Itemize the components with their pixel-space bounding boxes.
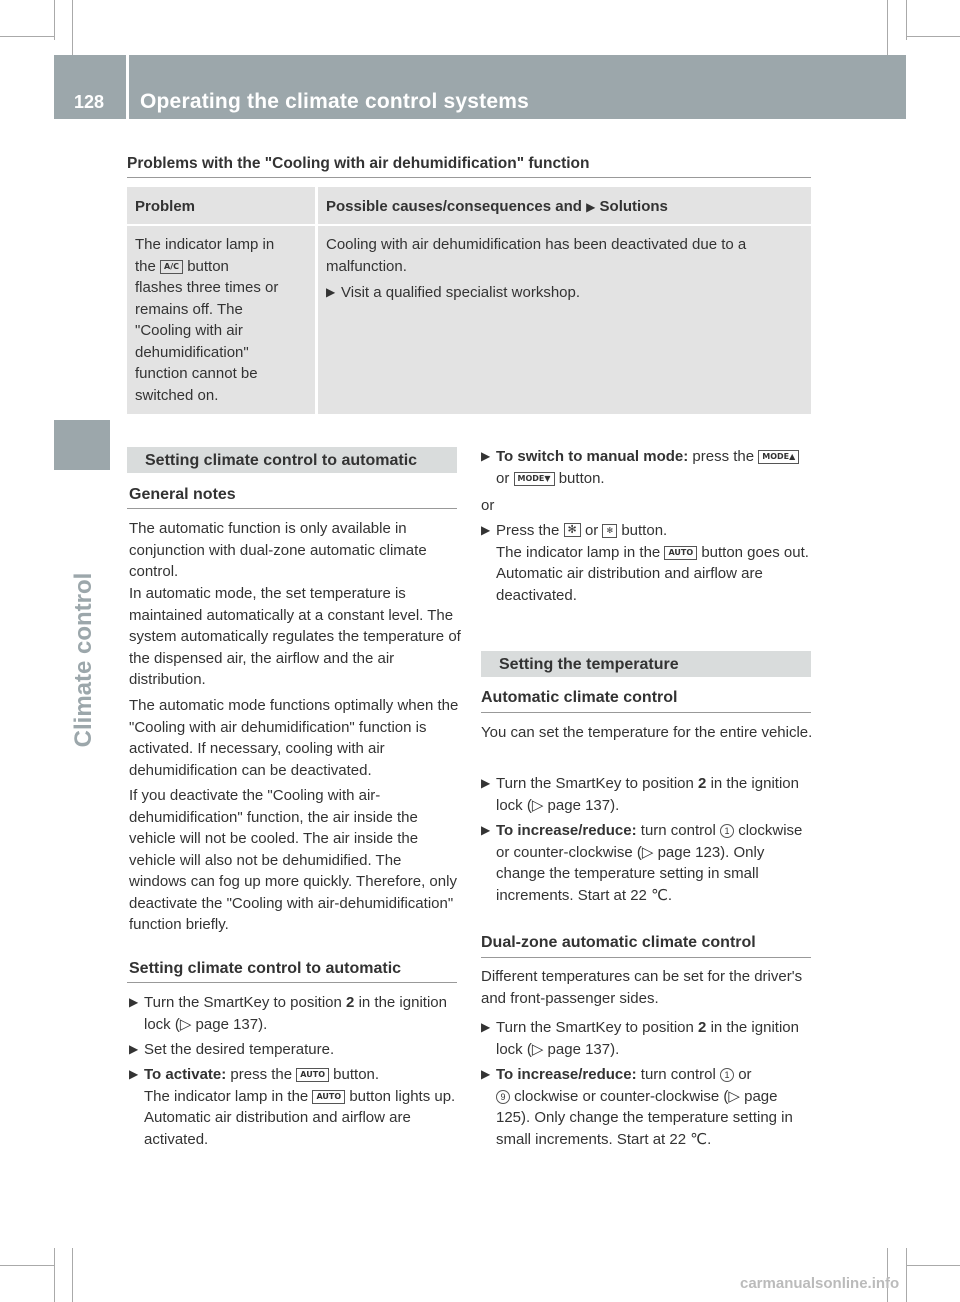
list-item: ▶ To increase/reduce: turn control 1 or 9 clockwise or counter-clockwise (▷ page 125). Only change the temperature setting in small increments. Start at 22 ℃. [481, 1066, 793, 1148]
arrow-icon: ▶ [129, 1042, 139, 1056]
paragraph: If you deactivate the "Cooling with air-dehumidification" function, the air inside the vehicle will not be cooled. The air inside the vehicle will also not be dehumidified. The windows can fog up more quickly. Therefore, only deactivate the "Cooling with air-dehumidification" function briefly. [129, 787, 457, 933]
arrow-icon: ▶ [481, 449, 491, 463]
crop-mark [887, 0, 888, 55]
mode-down-button-icon: MODE▼ [514, 472, 555, 486]
auto-button-icon: AUTO [296, 1068, 329, 1082]
arrow-icon: ▶ [326, 285, 336, 299]
problem-cell: The indicator lamp in the A/C button flashes three times or remains off. The "Cooling with air dehumidification" function cannot be switched on. [127, 226, 315, 414]
page-number: 128 [73, 92, 105, 112]
subsection-title: Automatic climate control [481, 689, 678, 706]
divider [127, 508, 457, 509]
crop-mark [54, 0, 55, 40]
arrow-icon: ▶ [481, 823, 491, 837]
side-tab-marker [54, 420, 110, 470]
divider [481, 957, 811, 958]
page-title: Operating the climate control systems [140, 90, 530, 113]
arrow-icon: ▶ [481, 776, 491, 790]
watermark: carmanualsonline.info [740, 1275, 900, 1292]
list-item: ▶ Turn the SmartKey to position 2 in the ignition lock (▷ page 137). [129, 994, 447, 1033]
paragraph: Different temperatures can be set for the driver's and front-passenger sides. [481, 968, 803, 1007]
problems-table [127, 187, 811, 414]
divider [481, 712, 811, 713]
page-ref-icon: ▷ [641, 843, 658, 861]
list-item: ▶ Set the desired temperature. [129, 1039, 463, 1061]
arrow-icon: ▶ [481, 523, 491, 537]
arrow-icon: ▶ [481, 1067, 491, 1081]
ac-button-icon: A/C [160, 260, 183, 274]
crop-mark [906, 0, 907, 40]
crop-mark [906, 1265, 960, 1266]
solution-cell [315, 226, 811, 414]
arrow-icon: ▶ [129, 995, 139, 1009]
list-item: ▶ To increase/reduce: turn control 1 clockwise or counter-clockwise (▷ page 123). Only change the temperature setting in small increments. Start at 22 ℃. [481, 822, 803, 904]
page-ref-icon: ▷ [531, 1040, 548, 1058]
arrow-icon: ▶ [481, 1020, 491, 1034]
paragraph: The automatic mode functions optimally when the "Cooling with air dehumidification" function is activated. If necessary, cooling with air dehumidification can be deactivated. [129, 697, 459, 779]
solution-step: ▶ Visit a qualified specialist workshop. [326, 282, 803, 304]
paragraph: The automatic function is only available in conjunction with dual-zone automatic climate control. [129, 520, 427, 580]
page-ref-icon: ▷ [728, 1087, 745, 1105]
column-header-problem: Problem [127, 187, 315, 226]
control-ref-icon: 1 [720, 824, 734, 838]
subsection-title: General notes [129, 486, 236, 503]
control-ref-icon: 9 [496, 1090, 510, 1104]
mode-up-button-icon: MODE▲ [758, 450, 799, 464]
header-divider [126, 55, 129, 119]
page-ref-icon: ▷ [179, 1015, 196, 1033]
fan-up-button-icon: ✻ [564, 523, 581, 537]
crop-mark [906, 1248, 907, 1302]
subsection-title: Setting climate control to automatic [129, 960, 402, 977]
crop-mark [0, 36, 54, 37]
cause-text: Cooling with air dehumidification has been deactivated due to a malfunction. [326, 236, 747, 275]
crop-mark [54, 1248, 55, 1302]
auto-button-icon: AUTO [312, 1090, 345, 1104]
list-item: ▶ Press the ✻ or ✻ button. The indicator lamp in the AUTO button goes out. Automatic air distribution and airflow are deactivated. [481, 522, 809, 604]
section-title: Problems with the "Cooling with air dehumidification" function [127, 155, 590, 172]
crop-mark [906, 36, 960, 37]
paragraph: In automatic mode, the set temperature is maintained automatically at a constant level. The system automatically regulates the temperature of the dispensed air, the airflow and the air distribution. [129, 585, 461, 688]
crop-mark [0, 1265, 54, 1266]
crop-mark [72, 1248, 73, 1302]
arrow-icon: ▶ [129, 1067, 139, 1081]
section-box-temperature: Setting the temperature [481, 651, 811, 677]
subsection-title: Dual-zone automatic climate control [481, 934, 756, 951]
or-text: or [481, 497, 495, 514]
control-ref-icon: 1 [720, 1068, 734, 1082]
fan-down-button-icon: ✻ [602, 524, 617, 538]
auto-button-icon: AUTO [664, 546, 697, 560]
column-header-solutions: Possible causes/consequences and ▶ Solutions [315, 187, 811, 226]
list-item: ▶ To switch to manual mode: press the MODE▲ or MODE▼ button. [481, 446, 815, 489]
section-box-automatic: Setting climate control to automatic [127, 447, 457, 473]
list-item: ▶ Turn the SmartKey to position 2 in the ignition lock (▷ page 137). [481, 1019, 799, 1058]
page-ref-icon: ▷ [531, 796, 548, 814]
crop-mark [72, 0, 73, 55]
divider [127, 177, 811, 178]
divider [127, 982, 457, 983]
list-item: ▶ Turn the SmartKey to position 2 in the ignition lock (▷ page 137). [481, 775, 799, 814]
list-item: ▶ To activate: press the AUTO button. The indicator lamp in the AUTO button lights up. Automatic air distribution and airflow are activated. [129, 1066, 456, 1148]
paragraph: You can set the temperature for the entire vehicle. [481, 724, 813, 741]
